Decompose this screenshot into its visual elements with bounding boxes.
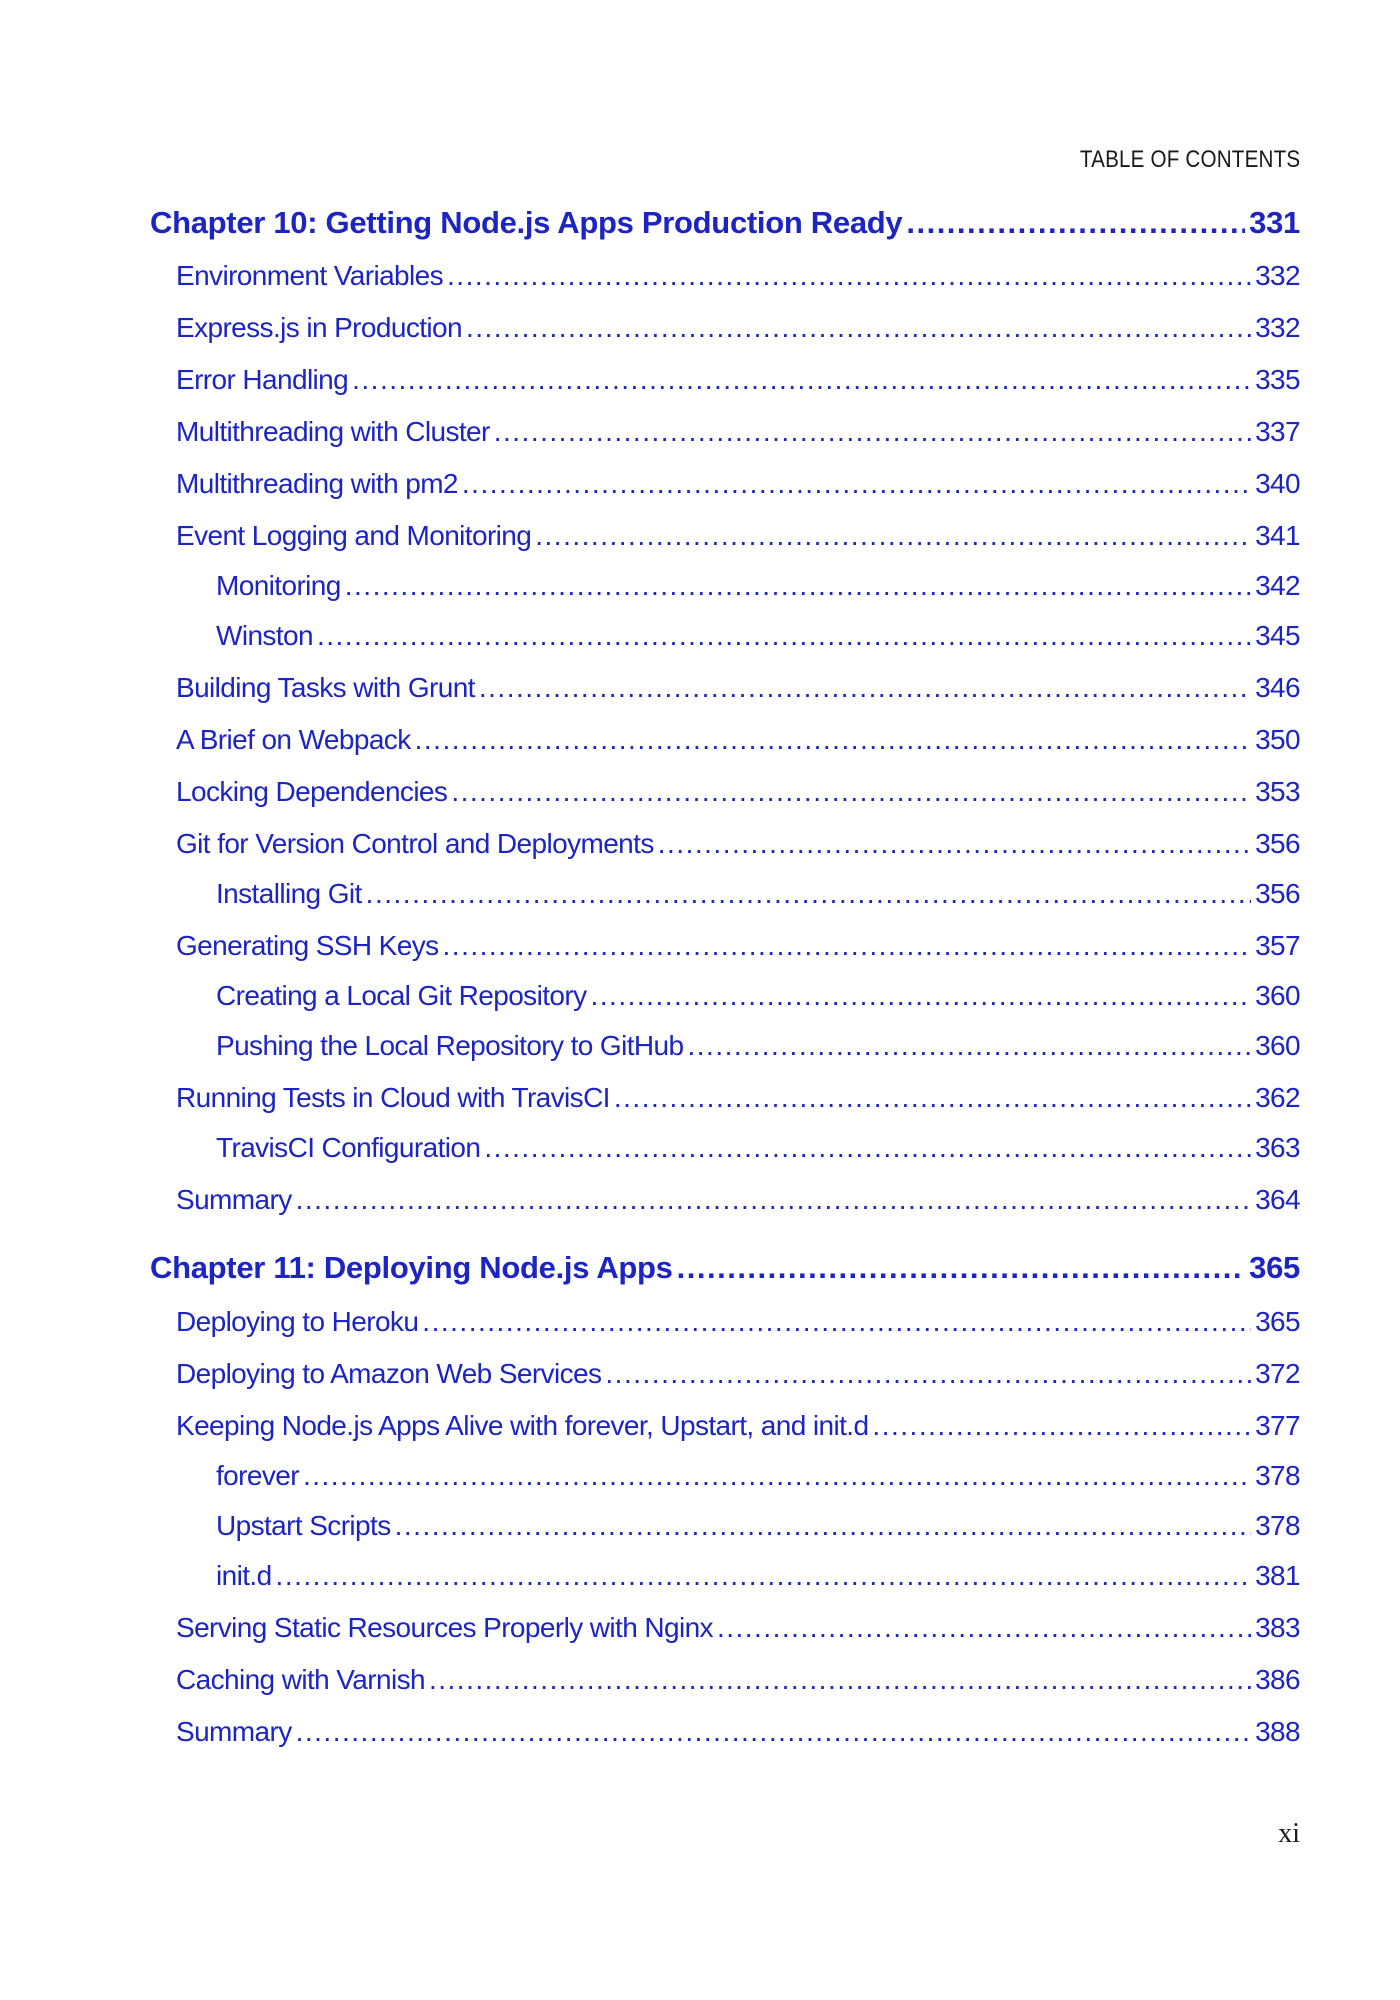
toc-entry-monitoring[interactable] — [150, 570, 1300, 602]
toc-entry-title: Summary — [176, 1716, 292, 1747]
table-of-contents — [150, 0, 1300, 2000]
dot-leader — [658, 828, 1251, 860]
dot-leader — [415, 724, 1251, 756]
toc-entry-page: 337 — [1255, 416, 1300, 447]
toc-entry-page: 378 — [1255, 1460, 1300, 1491]
toc-entry-title: Building Tasks with Grunt — [176, 672, 475, 703]
dot-leader — [317, 620, 1251, 652]
toc-entry-page: 356 — [1255, 878, 1300, 909]
toc-chapter-11[interactable] — [150, 1250, 1300, 1286]
toc-entry-page: 388 — [1255, 1716, 1300, 1747]
toc-entry-page: 377 — [1255, 1410, 1300, 1441]
toc-entry-title: Caching with Varnish — [176, 1664, 425, 1695]
dot-leader — [443, 930, 1252, 962]
toc-entry-page: 350 — [1255, 724, 1300, 755]
toc-entry-page: 356 — [1255, 828, 1300, 859]
toc-entry-page: 360 — [1255, 980, 1300, 1011]
toc-entry-title: Summary — [176, 1184, 292, 1215]
toc-entry-locking-dependencies[interactable] — [150, 776, 1300, 808]
toc-entry-page: 365 — [1255, 1306, 1300, 1337]
dot-leader — [296, 1184, 1251, 1216]
toc-chapter-10[interactable] — [150, 205, 1300, 241]
toc-entry-heroku[interactable] — [150, 1306, 1300, 1338]
toc-entry-title: Environment Variables — [176, 260, 444, 291]
dot-leader — [677, 1250, 1246, 1286]
toc-entry-title: Chapter 10: Getting Node.js Apps Production Ready — [150, 205, 903, 240]
toc-entry-grunt[interactable] — [150, 672, 1300, 704]
toc-entry-travisci-tests[interactable] — [150, 1082, 1300, 1114]
page-number: xi — [1278, 1818, 1300, 1849]
toc-entry-page: 362 — [1255, 1082, 1300, 1113]
dot-leader — [872, 1410, 1251, 1442]
dot-leader — [447, 260, 1251, 292]
toc-entry-summary-ch10[interactable] — [150, 1184, 1300, 1216]
toc-entry-page: 364 — [1255, 1184, 1300, 1215]
toc-entry-page: 353 — [1255, 776, 1300, 807]
toc-entry-installing-git[interactable] — [150, 878, 1300, 910]
toc-entry-page: 386 — [1255, 1664, 1300, 1695]
toc-entry-event-logging[interactable] — [150, 520, 1300, 552]
toc-entry-local-git-repo[interactable] — [150, 980, 1300, 1012]
dot-leader — [422, 1306, 1251, 1338]
dot-leader — [590, 980, 1251, 1012]
toc-entry-title: Express.js in Production — [176, 312, 462, 343]
dot-leader — [296, 1716, 1251, 1748]
dot-leader — [466, 312, 1251, 344]
dot-leader — [906, 205, 1245, 241]
dot-leader — [303, 1460, 1251, 1492]
running-head: TABLE OF CONTENTS — [1079, 146, 1300, 173]
dot-leader — [687, 1030, 1251, 1062]
toc-entry-title: Winston — [216, 620, 313, 651]
toc-entry-title: Monitoring — [216, 570, 341, 601]
toc-entry-varnish[interactable] — [150, 1664, 1300, 1696]
toc-entry-title: Deploying to Heroku — [176, 1306, 419, 1337]
toc-entry-title: Installing Git — [216, 878, 362, 909]
dot-leader — [535, 520, 1251, 552]
toc-entry-title: Git for Version Control and Deployments — [176, 828, 654, 859]
toc-entry-title: Deploying to Amazon Web Services — [176, 1358, 602, 1389]
toc-entry-title: Pushing the Local Repository to GitHub — [216, 1030, 684, 1061]
toc-entry-title: Multithreading with pm2 — [176, 468, 458, 499]
dot-leader — [479, 672, 1251, 704]
toc-entry-expressjs-in-production[interactable] — [150, 312, 1300, 344]
dot-leader — [276, 1560, 1252, 1592]
toc-entry-title: Creating a Local Git Repository — [216, 980, 587, 1011]
toc-entry-nginx[interactable] — [150, 1612, 1300, 1644]
toc-entry-title: Serving Static Resources Properly with Nginx — [176, 1612, 713, 1643]
toc-entry-page: 363 — [1255, 1132, 1300, 1163]
toc-entry-page: 342 — [1255, 570, 1300, 601]
toc-entry-page: 345 — [1255, 620, 1300, 651]
dot-leader — [614, 1082, 1251, 1114]
toc-entry-title: forever — [216, 1460, 299, 1491]
toc-entry-title: TravisCI Configuration — [216, 1132, 481, 1163]
toc-entry-page: 341 — [1255, 520, 1300, 551]
toc-entry-title: Multithreading with Cluster — [176, 416, 490, 447]
toc-entry-title: Upstart Scripts — [216, 1510, 391, 1541]
toc-entry-ssh-keys[interactable] — [150, 930, 1300, 962]
dot-leader — [429, 1664, 1251, 1696]
toc-entry-title: Error Handling — [176, 364, 349, 395]
dot-leader — [484, 1132, 1251, 1164]
toc-entry-page: 357 — [1255, 930, 1300, 961]
toc-entry-travisci-config[interactable] — [150, 1132, 1300, 1164]
toc-entry-error-handling[interactable] — [150, 364, 1300, 396]
toc-entry-forever[interactable] — [150, 1460, 1300, 1492]
dot-leader — [345, 570, 1251, 602]
toc-entry-page: 372 — [1255, 1358, 1300, 1389]
dot-leader — [451, 776, 1251, 808]
toc-entry-title: Keeping Node.js Apps Alive with forever, Upstart, and init.d — [176, 1410, 869, 1441]
dot-leader — [462, 468, 1251, 500]
dot-leader — [366, 878, 1251, 910]
toc-entry-page: 381 — [1255, 1560, 1300, 1591]
toc-entry-keeping-apps-alive[interactable] — [150, 1410, 1300, 1442]
toc-entry-page: 335 — [1255, 364, 1300, 395]
toc-entry-page: 340 — [1255, 468, 1300, 499]
toc-entry-aws[interactable] — [150, 1358, 1300, 1390]
toc-entry-title: Locking Dependencies — [176, 776, 448, 807]
toc-entry-webpack[interactable] — [150, 724, 1300, 756]
dot-leader — [717, 1612, 1251, 1644]
toc-entry-title: init.d — [216, 1560, 272, 1591]
toc-entry-page: 331 — [1249, 205, 1300, 240]
dot-leader — [395, 1510, 1251, 1542]
toc-entry-git-version-control[interactable] — [150, 828, 1300, 860]
dot-leader — [352, 364, 1251, 396]
toc-entry-page: 360 — [1255, 1030, 1300, 1061]
toc-entry-title: Running Tests in Cloud with TravisCI — [176, 1082, 610, 1113]
toc-entry-page: 332 — [1255, 260, 1300, 291]
toc-entry-title: Event Logging and Monitoring — [176, 520, 532, 551]
dot-leader — [494, 416, 1251, 448]
toc-entry-page: 378 — [1255, 1510, 1300, 1541]
toc-entry-multithreading-cluster[interactable] — [150, 416, 1300, 448]
toc-entry-page: 346 — [1255, 672, 1300, 703]
toc-entry-page: 365 — [1249, 1250, 1300, 1285]
dot-leader — [605, 1358, 1251, 1390]
toc-entry-page: 332 — [1255, 312, 1300, 343]
toc-entry-title: A Brief on Webpack — [176, 724, 411, 755]
toc-entry-initd[interactable] — [150, 1560, 1300, 1592]
toc-entry-multithreading-pm2[interactable] — [150, 468, 1300, 500]
toc-entry-title: Chapter 11: Deploying Node.js Apps — [150, 1250, 673, 1285]
toc-entry-page: 383 — [1255, 1612, 1300, 1643]
toc-entry-title: Generating SSH Keys — [176, 930, 439, 961]
toc-entry-upstart-scripts[interactable] — [150, 1510, 1300, 1542]
toc-entry-summary-ch11[interactable] — [150, 1716, 1300, 1748]
toc-entry-environment-variables[interactable] — [150, 260, 1300, 292]
toc-entry-push-github[interactable] — [150, 1030, 1300, 1062]
toc-entry-winston[interactable] — [150, 620, 1300, 652]
